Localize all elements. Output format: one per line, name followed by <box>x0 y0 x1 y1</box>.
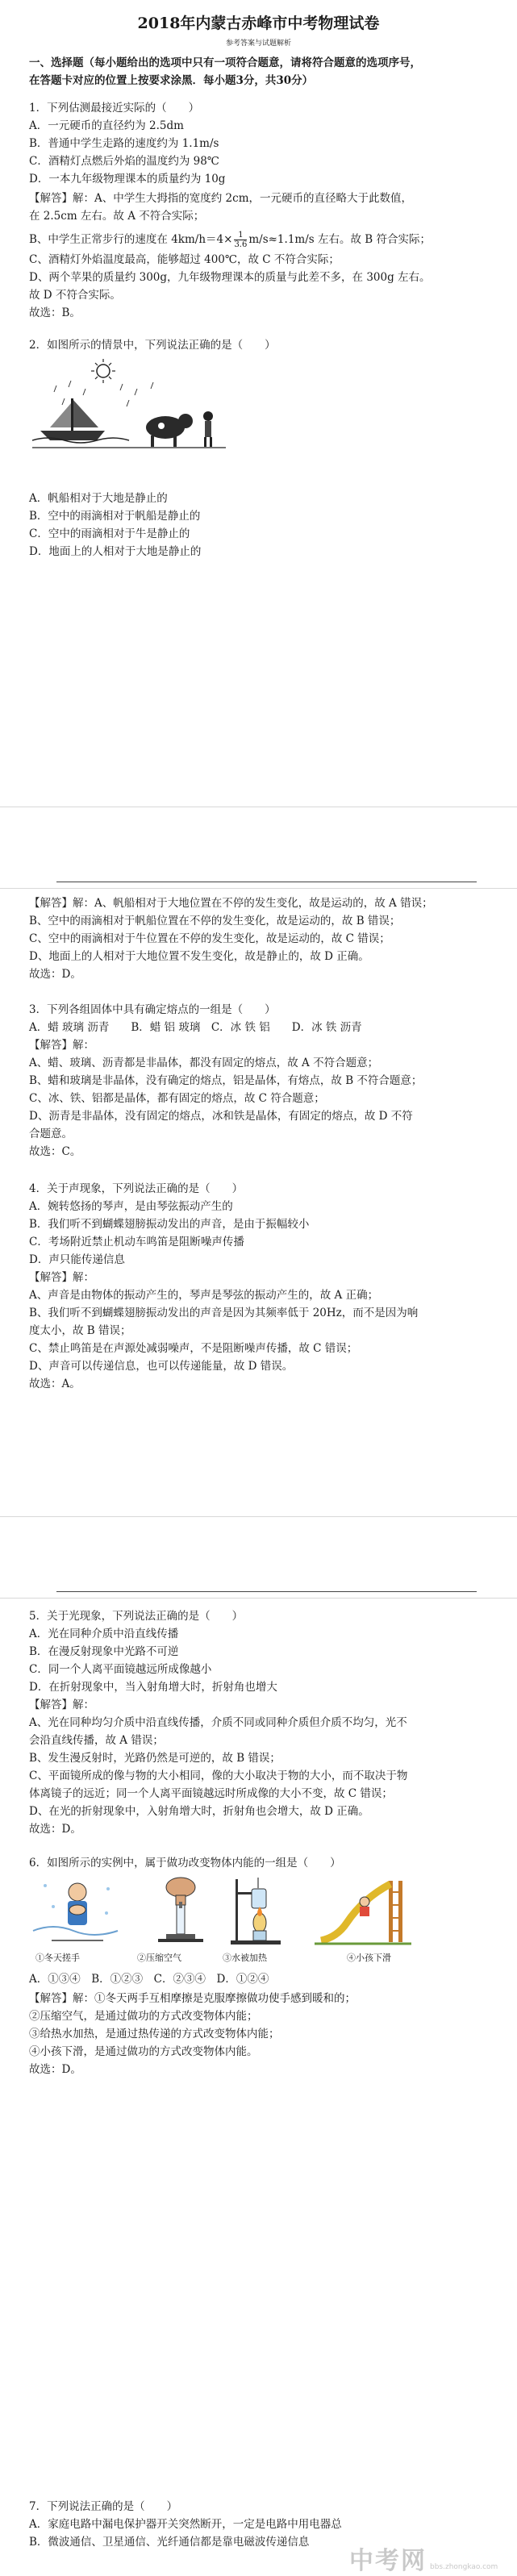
page-separator <box>0 807 517 889</box>
q3-answer-line: 合题意。 <box>29 1128 73 1140</box>
q4-answer-line: 度太小，故 B 错误； <box>29 1324 131 1337</box>
q5-answer-line: B、发生漫反射时，光路仍然是可逆的，故 B 错误； <box>29 1752 281 1765</box>
q4-choice: 故选：A。 <box>29 1378 81 1390</box>
page-3 <box>0 1605 517 2576</box>
q2-option-d: D．地面上的人相对于大地是静止的 <box>29 545 202 558</box>
q1-answer-line: D、两个苹果的质量约 300g，九年级物理课本的质量与此差不多，在 300g 左右。 <box>29 271 431 284</box>
q6-figure-rubbing-hands-icon <box>29 1874 126 1949</box>
q2-choice: 故选：D。 <box>29 968 81 981</box>
q3-stem: 3．下列各组固体中具有确定熔点的一组是（ ） <box>29 1003 276 1016</box>
q4-option-d: D．声只能传递信息 <box>29 1253 125 1266</box>
q1-stem: 1．下列估测最接近实际的（ ） <box>29 102 200 115</box>
q4-answer-line: C、禁止鸣笛是在声源处减弱噪声，不是阻断噪声传播，故 C 错误； <box>29 1342 358 1355</box>
q4-answer: 【解答】解： <box>29 1271 94 1284</box>
q6-answer-line: ③给热水加热，是通过热传递的方式改变物体内能； <box>29 2028 280 2040</box>
q5-stem: 5．关于光现象，下列说法正确的是（ ） <box>29 1610 244 1623</box>
q3-options: A．蜡 玻璃 沥青 B．蜡 铝 玻璃 C．冰 铁 铝 D．冰 铁 沥青 <box>29 1021 362 1034</box>
q1-answer-b <box>29 231 499 249</box>
q4-option-c: C．考场附近禁止机动车鸣笛是阻断噪声传播 <box>29 1236 244 1248</box>
q6-answer-line: ④小孩下滑，是通过做功的方式改变物体内能。 <box>29 2045 258 2058</box>
section-heading: 一、选择题（每小题给出的选项中只有一项符合题意，请将符合题意的选项序号， <box>29 56 421 69</box>
q3-answer-line: A、蜡、玻璃、沥青都是非晶体，都没有固定的熔点，故 A 不符合题意； <box>29 1057 379 1069</box>
q1-option-a: A．一元硬币的直径约为 2.5dm <box>29 119 184 132</box>
q4-answer-line: D、声音可以传递信息，也可以传递能量，故 D 错误。 <box>29 1360 294 1373</box>
q2-stem: 2．如图所示的情景中，下列说法正确的是（ ） <box>29 339 276 352</box>
q2-answer-line: C、空中的雨滴相对于牛位置在不停的发生变化，故是运动的，故 C 错误； <box>29 932 390 945</box>
page-title: 2018年内蒙古赤峰市中考物理试卷 <box>137 15 380 32</box>
q5-answer-line: 体离镜子的远近；同一个人离平面镜越远时所成像的大小不变，故 C 错误； <box>29 1787 393 1800</box>
q7-option-b: B．微波通信、卫星通信、光纤通信都是靠电磁波传递信息 <box>29 2536 310 2549</box>
q6-figure-compress-air-icon <box>134 1874 215 1949</box>
watermark-logo <box>349 2541 511 2573</box>
q6-caption-1: ①冬天搓手 <box>35 1953 80 1963</box>
q5-choice: 故选：D。 <box>29 1823 81 1836</box>
q1-answer-b-text-end: m/s≈1.1m/s 左右。故 B 符合实际； <box>248 233 431 246</box>
q1-answer-line: C、酒精灯外焰温度最高，能够超过 400℃，故 C 不符合实际； <box>29 253 340 266</box>
q5-answer-line: C、平面镜所成的像与物的大小相同，像的大小取决于物的大小，而不取决于物 <box>29 1769 408 1782</box>
q2-option-c: C．空中的雨滴相对于牛是静止的 <box>29 527 190 540</box>
q5-option-c: C．同一个人离平面镜越远所成像越小 <box>29 1663 212 1676</box>
q2-option-b: B．空中的雨滴相对于帆船是静止的 <box>29 510 201 523</box>
page-separator <box>0 1516 517 1599</box>
section-heading-cont: 在答题卡对应的位置上按要求涂黑．每小题3分，共30分） <box>29 74 314 87</box>
q6-stem: 6．如图所示的实例中，属于做功改变物体内能的一组是（ ） <box>29 1857 341 1869</box>
q5-option-a: A．光在同种介质中沿直线传播 <box>29 1628 179 1640</box>
q4-answer-line: B、我们听不到蝴蝶翅膀振动发出的声音是因为其频率低于 20Hz，而不是因为响 <box>29 1307 419 1319</box>
q2-answer-line: D、地面上的人相对于大地位置不发生变化，故是静止的，故 D 正确。 <box>29 950 369 963</box>
q4-option-b: B．我们听不到蝴蝶翅膀振动发出的声音，是由于振幅较小 <box>29 1218 310 1231</box>
q6-answer-line: ②压缩空气，是通过做功的方式改变物体内能； <box>29 2010 258 2023</box>
q6-options: A．①③④ B．①②③ C．②③④ D．①②④ <box>29 1973 269 1986</box>
q2-option-a: A．帆船相对于大地是静止的 <box>29 492 168 505</box>
q1-choice: 故选：B。 <box>29 306 81 319</box>
q5-option-b: B．在漫反射现象中光路不可逆 <box>29 1645 179 1658</box>
q7-option-a: A．家庭电路中漏电保护器开关突然断开，一定是电路中用电器总 <box>29 2518 342 2531</box>
q2-figure-boat-rain-icon <box>32 356 226 453</box>
fraction <box>234 231 247 249</box>
q5-option-d: D．在折射现象中，当入射角增大时，折射角也增大 <box>29 1681 277 1694</box>
q3-answer-line: C、冰、铁、铝都是晶体，都有固定的熔点，故 C 符合题意； <box>29 1092 325 1105</box>
q3-choice: 故选：C。 <box>29 1145 81 1158</box>
q6-figure-heating-water-icon <box>219 1874 300 1949</box>
q2-answer-line: B、空中的雨滴相对于帆船位置在不停的发生变化，故是运动的，故 B 错误； <box>29 915 401 927</box>
q1-option-b: B．普通中学生走路的速度约为 1.1m/s <box>29 137 219 150</box>
q6-choice: 故选：D。 <box>29 2063 81 2076</box>
q5-answer: 【解答】解： <box>29 1699 94 1711</box>
q1-option-c: C．酒精灯点燃后外焰的温度约为 98℃ <box>29 155 219 168</box>
q1-answer-line: 故 D 不符合实际。 <box>29 289 121 302</box>
fraction-numerator: 1 <box>234 231 247 240</box>
q3-answer-line: B、蜡和玻璃是非晶体，没有确定的熔点，铝是晶体，有熔点，故 B 不符合题意； <box>29 1074 423 1087</box>
q6-answer: 【解答】解：①冬天两手互相摩擦是克服摩擦做功使手感到暖和的； <box>29 1992 356 2005</box>
q1-answer: 【解答】解：A、中学生大拇指的宽度约 2cm，一元硬币的直径略大于此数值， <box>29 192 412 205</box>
watermark-text: 中考网 <box>349 2547 427 2575</box>
page-2 <box>0 887 517 1532</box>
q1-option-d: D．一本九年级物理课本的质量约为 10g <box>29 173 226 185</box>
q3-answer-line: D、沥青是非晶体，没有固定的熔点，冰和铁是晶体，有固定的熔点，故 D 不符 <box>29 1110 413 1123</box>
q3-answer: 【解答】解： <box>29 1039 94 1052</box>
page-subtitle: 参考答案与试题解析 <box>225 40 291 48</box>
q6-caption-2: ②压缩空气 <box>137 1953 181 1963</box>
q4-stem: 4．关于声现象，下列说法正确的是（ ） <box>29 1182 244 1195</box>
q6-caption-4: ④小孩下滑 <box>347 1953 391 1963</box>
q6-caption-3: ③水被加热 <box>223 1953 267 1963</box>
q1-answer-b-text: B、中学生正常步行的速度在 4km/h＝4× <box>29 233 233 246</box>
q2-answer: 【解答】解：A、帆船相对于大地位置在不停的发生变化，故是运动的，故 A 错误； <box>29 897 433 910</box>
q4-option-a: A．婉转悠扬的琴声，是由琴弦振动产生的 <box>29 1200 233 1213</box>
q7-stem: 7．下列说法正确的是（ ） <box>29 2500 178 2513</box>
q5-answer-line: D、在光的折射现象中，入射角增大时，折射角也会增大，故 D 正确。 <box>29 1805 369 1818</box>
q6-figure-slide-icon <box>315 1874 411 1949</box>
watermark-url: bbs.zhongkao.com <box>430 2563 498 2571</box>
q5-answer-line: 会沿直线传播，故 A 错误； <box>29 1734 164 1747</box>
q1-answer-line: 在 2.5cm 左右。故 A 不符合实际； <box>29 210 205 223</box>
q5-answer-line: A、光在同种均匀介质中沿直线传播，介质不同或同种介质但介质不均匀，光不 <box>29 1716 407 1729</box>
fraction-denominator: 3.6 <box>234 240 248 249</box>
page-rule <box>56 1591 477 1592</box>
q4-answer-line: A、声音是由物体的振动产生的，琴声是琴弦的振动产生的，故 A 正确； <box>29 1289 379 1302</box>
